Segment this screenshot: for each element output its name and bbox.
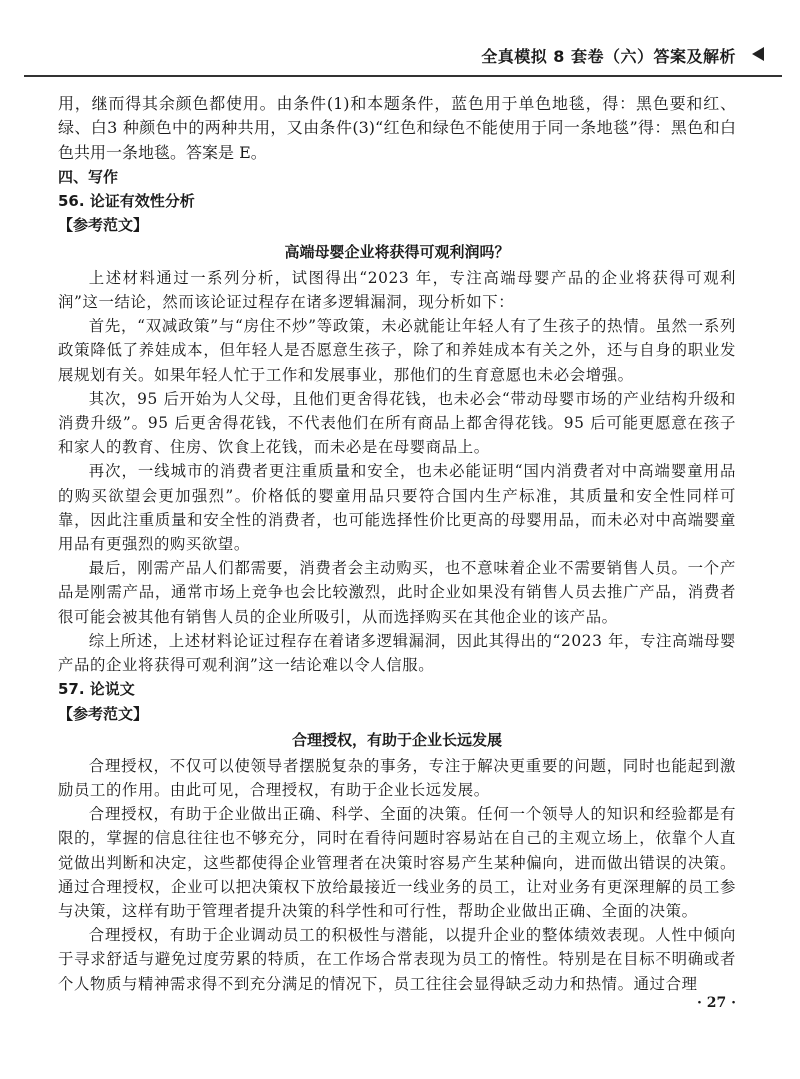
triangle-marker-icon [752,47,764,61]
section-heading: 四、写作 [58,167,119,186]
q56-label: 56. 论证有效性分析 [58,192,195,211]
q57-paragraph: 合理授权，有助于企业做出正确、科学、全面的决策。任何一个领导人的知识和经验都是有限的，掌握的信息往往也不够充分，同时在看待问题时容易站在自己的主观立场上，依靠个人直觉做出判断和决定，这些都使得企业管理者在决策时容易产生某种偏向，进而做出错误的决策。通过合理授权，企业可以把决策权下放给最接近一线业务的员工，让对业务有更深理解的员工参与决策，这样有助于管理者提升决策的科学性和可行性，帮助企业做出正确、全面的决策。 [58,805,736,921]
q57-paragraph: 合理授权，不仅可以使领导者摆脱复杂的事务，专注于解决更重要的问题，同时也能起到激励员工的作用。由此可见，合理授权，有助于企业长远发展。 [58,756,736,800]
q56-paragraph: 上述材料通过一系列分析，试图得出“2023 年，专注高端母婴产品的企业将获得可观利润”这一结论，然而该论证过程存在诸多逻辑漏洞，现分析如下： [58,268,736,311]
header-title: 全真模拟 8 套卷（六）答案及解析 [481,47,736,66]
page-number: · 27 · [697,995,736,1011]
q57-essay-title: 合理授权，有助于企业长远发展 [291,730,502,749]
q56-paragraph: 首先，“双减政策”与“房住不炒”等政策，未必就能让年轻人有了生孩子的热情。虽然一系列政策降低了养娃成本，但年轻人是否愿意生孩子，除了和养娃成本有关之外，还与自身的职业发展规划有关。如果年轻人忙于工作和发展事业，那他们的生育意愿也未必会增强。 [58,317,736,384]
page-header [0,0,800,78]
q56-paragraph: 再次，一线城市的消费者更注重质量和安全，也未必能证明“国内消费者对中高端婴童用品的购买欲望会更加强烈”。价格低的婴童用品只要符合国内生产标准，其质量和安全性同样可靠，因此注重质量和安全性的消费者，也可能选择性价比更高的母婴用品，而未必对中高端婴童用品有更强烈的购买欲望。 [58,462,736,554]
q56-paragraph: 最后，刚需产品人们都需要，消费者会主动购买，也不意味着企业不需要销售人员。一个产品是刚需产品，通常市场上竞争也会比较激烈，此时企业如果没有销售人员去推广产品，消费者很可能会被其他有销售人员的企业所吸引，从而选择购买在其他企业的该产品。 [58,559,736,626]
q57-label: 57. 论说文 [58,680,135,699]
q57-reference-label: 【参考范文】 [58,704,149,723]
header-rule [24,75,782,77]
q56-paragraph: 综上所述，上述材料论证过程存在着诸多逻辑漏洞，因此其得出的“2023 年，专注高端母婴产品的企业将获得可观利润”这一结论难以令人信服。 [58,631,736,675]
q57-paragraph: 合理授权，有助于企业调动员工的积极性与潜能，以提升企业的整体绩效表现。人性中倾向于寻求舒适与避免过度劳累的特质，在工作场合常表现为员工的惰性。特别是在目标不明确或者个人物质与精神需求得不到充分满足的情况下，员工往往会显得缺乏动力和热情。通过合理 [58,926,736,993]
intro-paragraph: 用，继而得其余颜色都使用。由条件(1)和本题条件，蓝色用于单色地毯，得：黑色要和红、绿、白3 种颜色中的两种共用，又由条件(3)“红色和绿色不能使用于同一条地毯”得：黑色和白色共用一条地毯。答案是 E。 [58,94,736,162]
q56-paragraph: 其次，95 后开始为人父母，且他们更舍得花钱，也未必会“带动母婴市场的产业结构升级和消费升级”。95 后更舍得花钱，不代表他们在所有商品上都舍得花钱。95 后可能更愿意在孩子和家人的教育、住房、饮食上花钱，而未必是在母婴商品上。 [58,389,736,457]
page-content [58,92,736,996]
q56-essay-title: 高端母婴企业将获得可观利润吗？ [284,242,510,261]
q56-reference-label: 【参考范文】 [58,216,149,235]
